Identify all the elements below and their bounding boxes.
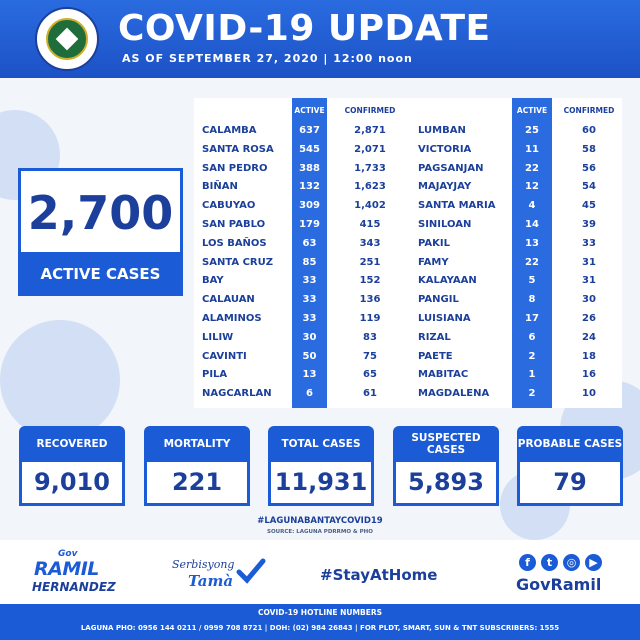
confirmed-count: 45 (582, 200, 596, 212)
active-count: 4 (528, 200, 536, 212)
municipality-name: PAETE (418, 350, 453, 362)
table-row (194, 385, 622, 404)
active-cases-label: ACTIVE CASES (18, 252, 183, 296)
stat-value: 11,931 (268, 462, 374, 506)
as-of-date: AS OF SEPTEMBER 27, 2020 | 12:00 noon (122, 52, 413, 65)
check-icon (236, 556, 266, 586)
municipality-name: BAY (202, 275, 224, 287)
confirmed-count: 54 (582, 181, 596, 193)
municipality-name: PAKIL (418, 237, 450, 249)
active-count: 14 (525, 219, 539, 230)
confirmed-count: 83 (363, 331, 377, 343)
active-count: 63 (302, 237, 317, 249)
stat-box (393, 426, 499, 506)
active-count: 545 (299, 143, 320, 155)
active-count: 5 (528, 275, 536, 287)
municipality-table (194, 98, 622, 408)
confirmed-count: 75 (363, 350, 377, 362)
confirmed-count: 18 (582, 350, 596, 362)
active-count: 637 (299, 125, 320, 136)
active-count: 22 (525, 162, 539, 174)
youtube-icon[interactable]: ▶ (585, 554, 602, 571)
active-count: 12 (525, 181, 539, 193)
active-count: 33 (302, 294, 317, 306)
confirmed-count: 1,623 (354, 181, 386, 193)
confirmed-count: 65 (363, 369, 377, 381)
active-count: 2 (528, 388, 536, 400)
table-row (194, 348, 622, 367)
data-source: SOURCE: LAGUNA PDRRMO & PHO (267, 529, 373, 535)
stat-label: RECOVERED (19, 426, 125, 462)
hashtag: #LAGUNABANTAYCOVID19 (257, 516, 383, 526)
confirmed-count: 1,402 (354, 200, 386, 212)
stat-value: 5,893 (393, 462, 499, 506)
municipality-name: SANTA CRUZ (202, 256, 273, 268)
table-row (194, 366, 622, 385)
confirmed-count: 2,871 (354, 125, 386, 136)
active-count: 25 (525, 125, 539, 136)
confirmed-count: 152 (359, 275, 381, 287)
table-row (194, 291, 622, 310)
confirmed-count: 39 (582, 219, 596, 230)
municipality-name: NAGCARLAN (202, 388, 272, 400)
twitter-icon[interactable]: t (541, 554, 558, 571)
active-count: 85 (302, 256, 317, 268)
municipality-name: PANGIL (418, 294, 459, 306)
confirmed-count: 31 (582, 275, 596, 287)
confirmed-count: 2,071 (354, 143, 386, 155)
table-row (194, 272, 622, 291)
table-row (194, 141, 622, 160)
municipality-name: PILA (202, 369, 228, 381)
confirmed-count: 61 (363, 388, 377, 400)
municipality-name: SAN PABLO (202, 219, 266, 230)
table-row (194, 235, 622, 254)
stat-label: SUSPECTED CASES (393, 426, 499, 462)
confirmed-count: 30 (582, 294, 596, 306)
gov-title: Gov (58, 549, 78, 559)
municipality-name: CAVINTI (202, 350, 247, 362)
municipality-name: SANTA MARIA (418, 200, 496, 212)
active-count: 17 (525, 313, 539, 324)
table-row (194, 254, 622, 273)
active-count: 6 (528, 331, 536, 343)
active-count: 11 (525, 143, 539, 155)
confirmed-count: 24 (582, 331, 596, 343)
stat-label: PROBABLE CASES (517, 426, 623, 462)
municipality-name: SANTA ROSA (202, 143, 274, 155)
confirmed-count: 16 (582, 369, 596, 381)
stat-value: 79 (517, 462, 623, 506)
facebook-icon[interactable]: f (519, 554, 536, 571)
active-count: 13 (525, 237, 539, 249)
gov-last-name: HERNANDEZ (32, 580, 116, 594)
municipality-name: CALAMBA (202, 125, 257, 136)
stat-label: TOTAL CASES (268, 426, 374, 462)
table-row (194, 310, 622, 329)
municipality-name: BIÑAN (202, 181, 238, 193)
municipality-name: ALAMINOS (202, 313, 262, 324)
table-row (194, 122, 622, 141)
stat-box (144, 426, 250, 506)
active-column-header: ACTIVE (516, 106, 548, 115)
table-row (194, 216, 622, 235)
municipality-name: SAN PEDRO (202, 162, 268, 174)
table-row (194, 197, 622, 216)
active-count: 8 (528, 294, 536, 306)
province-seal-logo (35, 7, 99, 71)
stat-value: 221 (144, 462, 250, 506)
confirmed-column-header: CONFIRMED (563, 106, 615, 115)
hotline-bar (0, 604, 640, 640)
slogan-line1: Serbisyong (172, 558, 235, 571)
stat-box (517, 426, 623, 506)
confirmed-count: 58 (582, 143, 596, 155)
municipality-name: CABUYAO (202, 200, 256, 212)
active-count: 30 (302, 331, 317, 343)
confirmed-count: 10 (582, 388, 596, 400)
municipality-name: MAGDALENA (418, 388, 490, 400)
virus-decoration (0, 320, 120, 440)
municipality-name: PAGSANJAN (418, 162, 484, 174)
confirmed-count: 251 (359, 256, 381, 268)
active-count: 132 (299, 181, 320, 193)
stay-at-home-hashtag: #StayAtHome (320, 566, 438, 584)
active-count: 2 (528, 350, 536, 362)
stat-box (268, 426, 374, 506)
social-handle: GovRamil (516, 575, 602, 594)
instagram-icon[interactable]: ◎ (563, 554, 580, 571)
municipality-name: KALAYAAN (418, 275, 477, 287)
confirmed-count: 26 (582, 313, 596, 324)
municipality-name: FAMY (418, 256, 449, 268)
hotline-title: COVID-19 HOTLINE NUMBERS (258, 608, 382, 617)
active-count: 1 (528, 369, 536, 381)
stat-value: 9,010 (19, 462, 125, 506)
confirmed-count: 1,733 (354, 162, 386, 174)
municipality-name: VICTORIA (418, 143, 472, 155)
active-count: 388 (299, 162, 320, 174)
table-row (194, 178, 622, 197)
confirmed-count: 33 (582, 237, 596, 249)
active-count: 33 (302, 275, 317, 287)
municipality-name: MABITAC (418, 369, 469, 381)
confirmed-count: 136 (359, 294, 381, 306)
active-count: 309 (299, 200, 320, 212)
confirmed-count: 60 (582, 125, 596, 136)
active-count: 22 (525, 256, 539, 268)
municipality-name: LUMBAN (418, 125, 466, 136)
active-cases-value: 2,700 (18, 168, 183, 252)
confirmed-count: 56 (582, 162, 596, 174)
confirmed-count: 31 (582, 256, 596, 268)
confirmed-count: 119 (359, 313, 381, 324)
slogan-line2: Tamà (188, 572, 234, 590)
hotline-numbers: LAGUNA PHO: 0956 144 0211 / 0999 708 8721 | DOH: (02) 984 26843 | FOR PLDT, SMART, SUN & TNT SUBSCRIBERS: 1555 (80, 624, 560, 632)
active-count: 179 (299, 219, 320, 230)
header-banner (0, 0, 640, 78)
confirmed-count: 415 (359, 219, 381, 230)
municipality-name: RIZAL (418, 331, 451, 343)
municipality-name: MAJAYJAY (418, 181, 472, 193)
active-column-header: ACTIVE (294, 106, 325, 115)
municipality-name: LILIW (202, 331, 234, 343)
municipality-name: CALAUAN (202, 294, 255, 306)
active-count: 33 (302, 313, 317, 324)
municipality-name: LUISIANA (418, 313, 471, 324)
active-count: 50 (302, 350, 317, 362)
stat-label: MORTALITY (144, 426, 250, 462)
confirmed-column-header: CONFIRMED (344, 106, 396, 115)
table-row (194, 160, 622, 179)
table-row (194, 329, 622, 348)
active-count: 13 (302, 369, 317, 381)
municipality-name: SINILOAN (418, 219, 472, 230)
confirmed-count: 343 (359, 237, 381, 249)
stat-box (19, 426, 125, 506)
municipality-name: LOS BAÑOS (202, 237, 267, 249)
page-title: COVID-19 UPDATE (118, 8, 491, 49)
active-count: 6 (306, 388, 313, 400)
gov-first-name: RAMIL (34, 558, 99, 580)
